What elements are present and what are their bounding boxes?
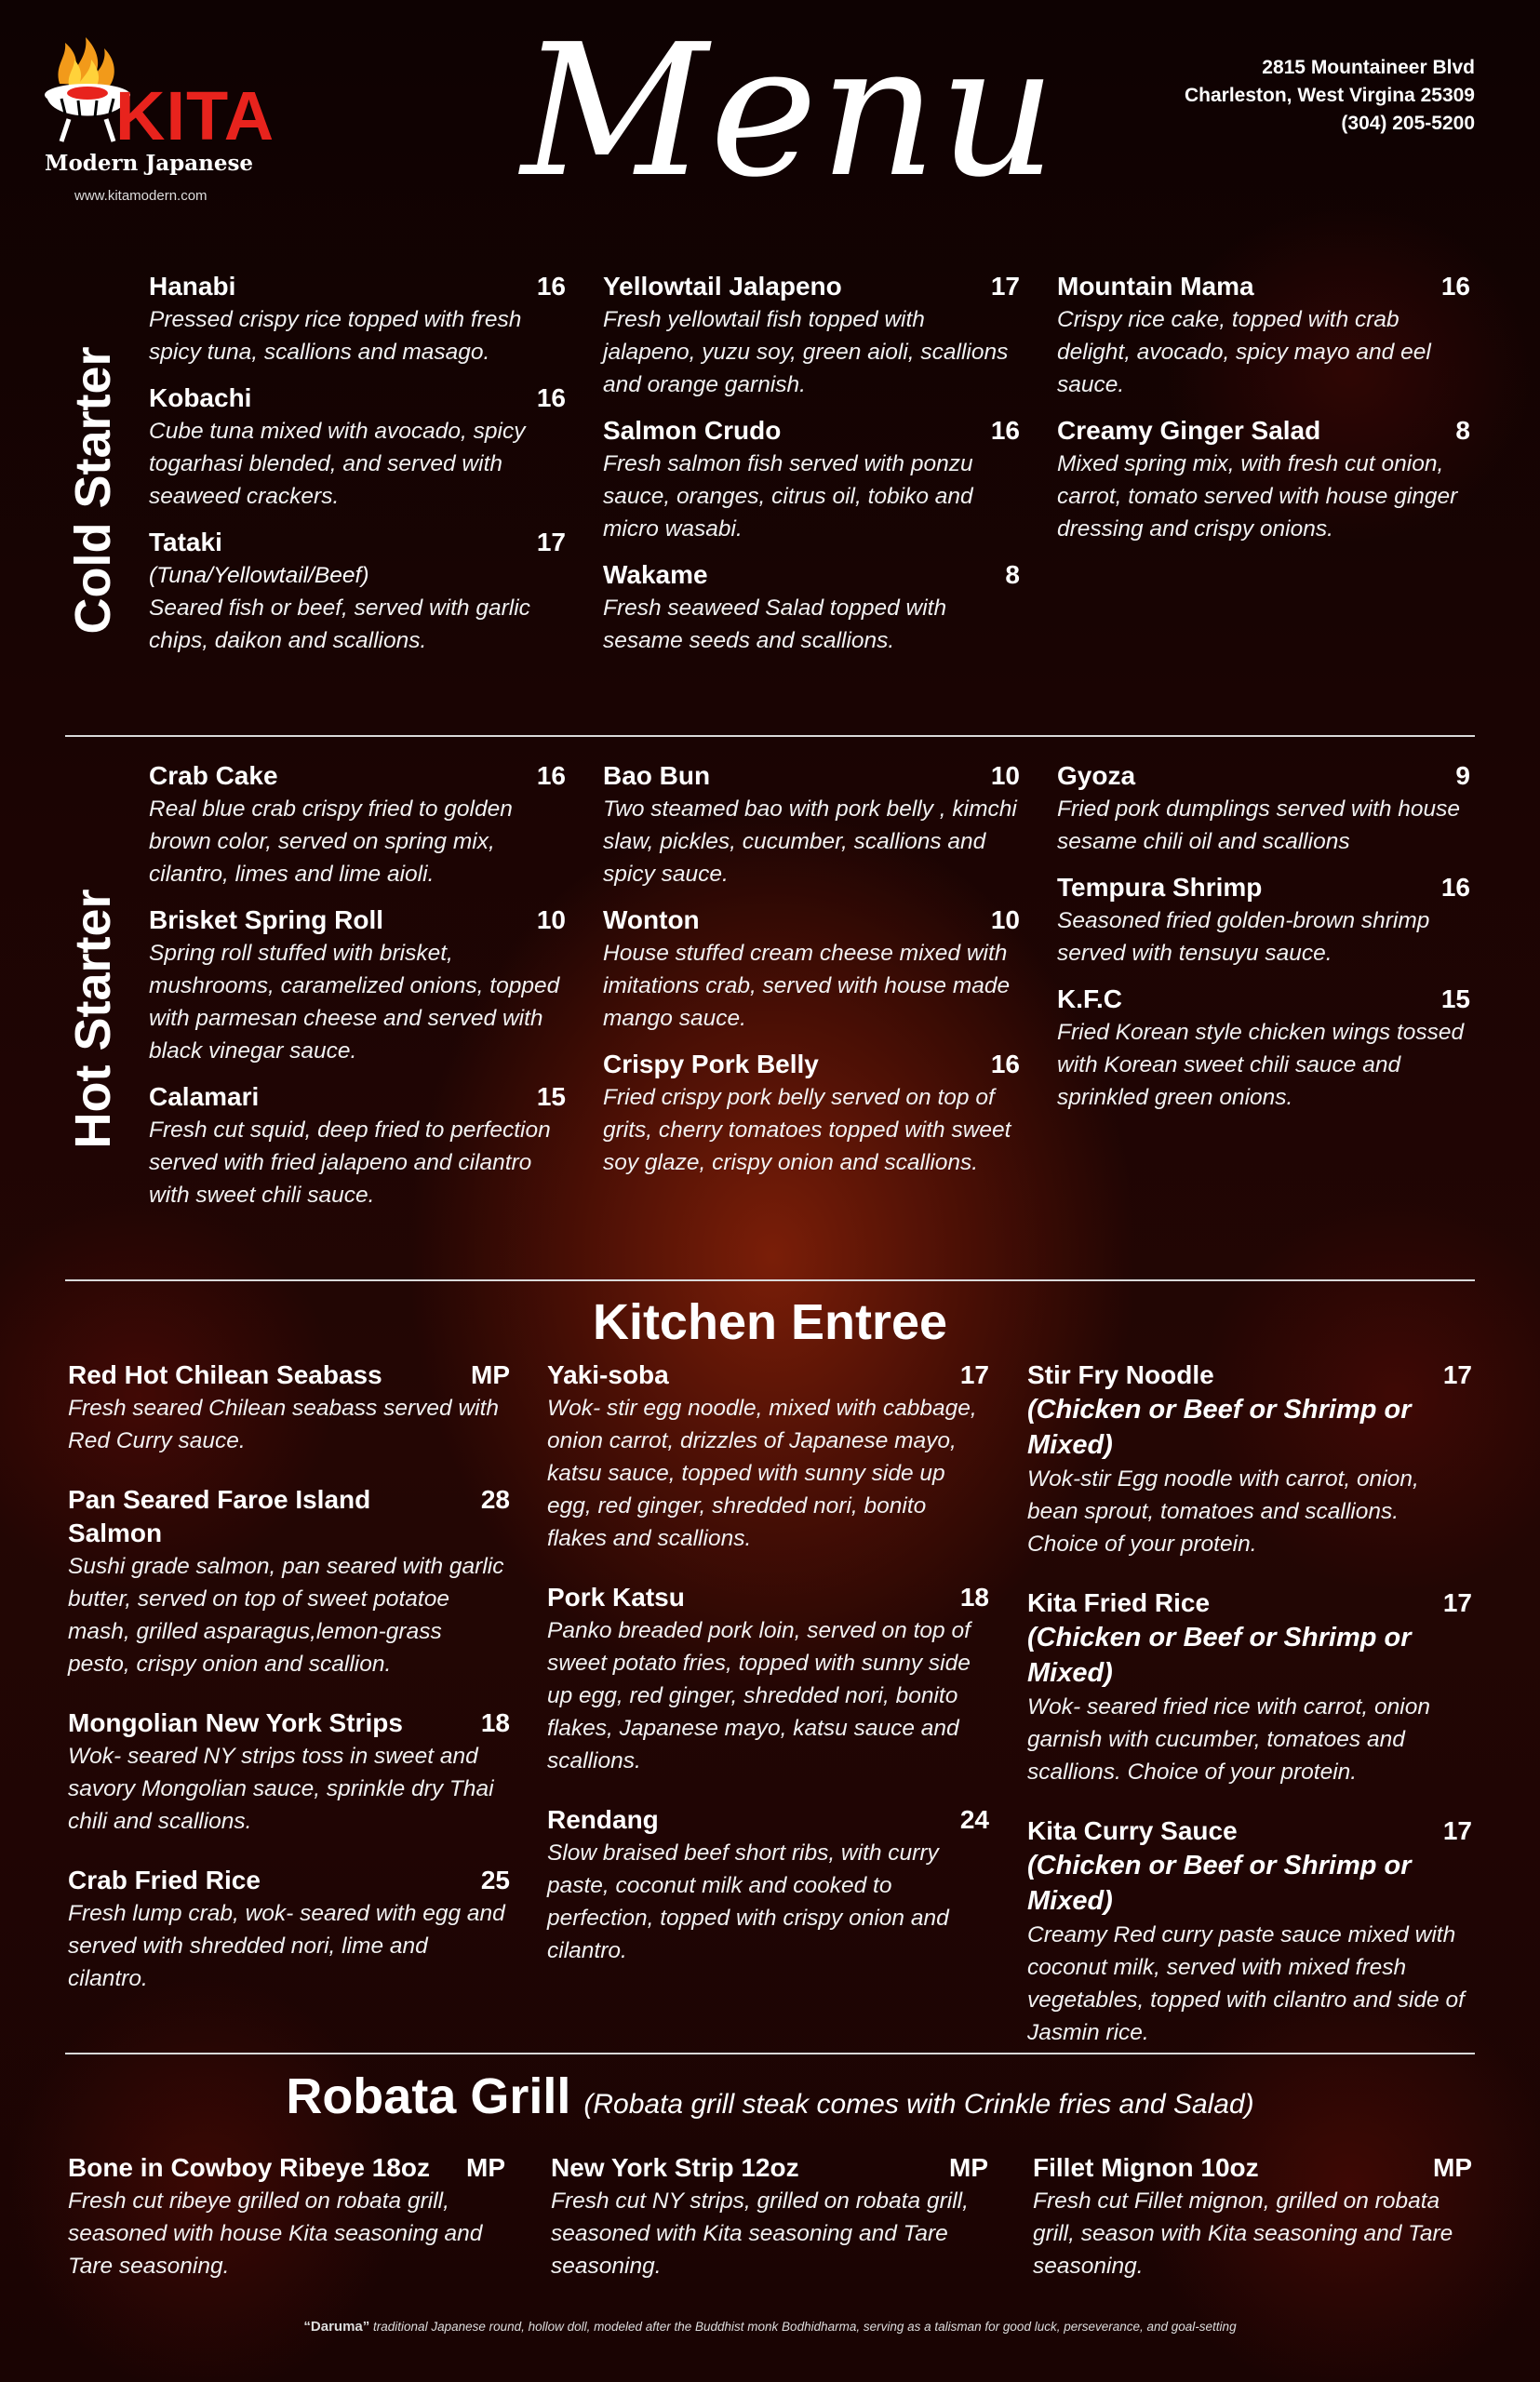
menu-item-name: Crab Fried Rice <box>68 1866 261 1894</box>
menu-item-header <box>1027 1586 1472 1620</box>
menu-item-description: House stuffed cream cheese mixed with imitations crab, served with house made mango sauce. <box>603 941 1011 1031</box>
menu-item-name: Crispy Pork Belly <box>603 1050 819 1078</box>
menu-item-price: 10 <box>990 905 1020 934</box>
menu-item-description: Crispy rice cake, topped with crab delight, avocado, spicy mayo and eel sauce. <box>1057 307 1431 397</box>
menu-item <box>68 1358 510 1457</box>
menu-item <box>68 1483 510 1680</box>
menu-item <box>547 1358 989 1555</box>
menu-item-description: Seasoned fried golden-brown shrimp served with tensuyu sauce. <box>1057 908 1430 966</box>
menu-item-price: 18 <box>480 1708 510 1737</box>
section-label-cold-starter: Cold Starter <box>65 346 121 635</box>
menu-item-description: Real blue crab crispy fried to golden brown color, served on spring mix, cilantro, limes and lime aioli. <box>149 796 513 887</box>
menu-item-description: Seared fish or beef, served with garlic chips, daikon and scallions. <box>149 596 530 653</box>
menu-item-price: 17 <box>990 272 1020 301</box>
robata-column-2 <box>551 2151 988 2282</box>
menu-item-price: MP <box>1433 2153 1472 2182</box>
footnote-term: “Daruma” <box>303 2319 370 2335</box>
menu-item <box>149 1080 566 1211</box>
menu-item-name: Crab Cake <box>149 761 278 790</box>
menu-item-price: 28 <box>480 1485 510 1514</box>
menu-item-name: Wakame <box>603 560 708 589</box>
menu-item-header <box>149 526 566 559</box>
section-label-hot-starter: Hot Starter <box>65 889 121 1149</box>
menu-item <box>68 1864 510 1995</box>
menu-item-description: Mixed spring mix, with fresh cut onion, carrot, tomato served with house ginger dressing and crispy onions. <box>1057 451 1458 542</box>
menu-item-name: Brisket Spring Roll <box>149 905 384 934</box>
menu-item <box>149 526 566 657</box>
menu-item <box>603 558 1020 657</box>
kitchen-entree-column-1 <box>68 1358 510 1995</box>
menu-item <box>149 903 566 1067</box>
brand-tagline: Modern Japanese <box>45 151 254 176</box>
menu-item-header <box>1027 1358 1472 1392</box>
menu-item-name: Fillet Mignon 10oz <box>1033 2153 1259 2182</box>
menu-item-price: MP <box>471 1360 510 1389</box>
menu-item-description: Fried pork dumplings served with house sesame chili oil and scallions <box>1057 796 1461 854</box>
menu-item-price: 9 <box>1455 761 1470 790</box>
menu-item-header <box>68 1483 510 1550</box>
menu-item-description: Fresh yellowtail fish topped with jalapeno, yuzu soy, green aioli, scallions and orange garnish. <box>603 307 1009 397</box>
menu-item-header <box>603 759 1020 793</box>
menu-item-description: Fresh seared Chilean seabass served with Red Curry sauce. <box>68 1396 500 1453</box>
brand-website[interactable]: www.kitamodern.com <box>74 188 208 204</box>
menu-item-description: Fresh seaweed Salad topped with sesame seeds and scallions. <box>603 596 947 653</box>
menu-item <box>1057 871 1470 970</box>
menu-item <box>1027 1358 1472 1560</box>
address-city: Charleston, West Virgina 25309 <box>1184 85 1475 106</box>
menu-item-price: 10 <box>990 761 1020 790</box>
menu-item-price: 15 <box>1440 984 1470 1013</box>
menu-item-description: Slow braised beef short ribs, with curry paste, coconut milk and cooked to perfection, topped with crispy onion and cilantro. <box>547 1840 949 1963</box>
menu-item-description: Fried Korean style chicken wings tossed with Korean sweet chili sauce and sprinkled green onions. <box>1057 1020 1465 1110</box>
menu-item-header <box>68 2151 505 2185</box>
menu-item-name: Mountain Mama <box>1057 272 1254 301</box>
brand-logo <box>41 37 274 214</box>
menu-item-description: Wok- seared NY strips toss in sweet and savory Mongolian sauce, sprinkle dry Thai chili and scallions. <box>68 1744 494 1834</box>
section-divider <box>65 2053 1475 2054</box>
menu-item-header <box>547 1581 989 1614</box>
menu-item <box>149 381 566 513</box>
menu-item-price: 8 <box>1455 416 1470 445</box>
menu-item-header <box>1057 759 1470 793</box>
kitchen-entree-column-3 <box>1027 1358 1472 2049</box>
menu-item-name: Gyoza <box>1057 761 1136 790</box>
menu-item-name: Stir Fry Noodle <box>1027 1360 1214 1389</box>
brand-name: KITA <box>115 77 275 154</box>
menu-item-name: Bone in Cowboy Ribeye 18oz <box>68 2153 430 2182</box>
menu-item-price: 17 <box>1442 1588 1472 1617</box>
menu-item-option: (Chicken or Beef or Shrimp or Mixed) <box>1027 1851 1412 1916</box>
menu-item-name: Red Hot Chilean Seabass <box>68 1360 382 1389</box>
menu-item-description: Fresh cut NY strips, grilled on robata grill, seasoned with Kita seasoning and Tare seasoning. <box>551 2188 969 2279</box>
footnote <box>0 2319 1540 2335</box>
menu-item-name: Rendang <box>547 1805 659 1834</box>
menu-item-price: 10 <box>536 905 566 934</box>
menu-item-header <box>149 270 566 303</box>
menu-item-description: Wok- seared fried rice with carrot, onion garnish with cucumber, tomatoes and scallions. Choice of your protein. <box>1027 1694 1430 1785</box>
menu-item-price: 25 <box>480 1866 510 1894</box>
menu-item-name: Mongolian New York Strips <box>68 1708 403 1737</box>
menu-item-name: Salmon Crudo <box>603 416 782 445</box>
menu-item-description: Fresh cut squid, deep fried to perfection served with fried jalapeno and cilantro with sweet chili sauce. <box>149 1117 551 1208</box>
menu-item <box>1057 270 1470 401</box>
menu-item-name: Yellowtail Jalapeno <box>603 272 842 301</box>
page-title: Menu <box>521 6 1059 218</box>
menu-item <box>1057 983 1470 1114</box>
menu-item-name: Hanabi <box>149 272 236 301</box>
menu-item-description: Fresh cut ribeye grilled on robata grill, seasoned with house Kita seasoning and Tare seasoning. <box>68 2188 483 2279</box>
menu-item-name: Calamari <box>149 1082 260 1111</box>
menu-item-name: Pan Seared Faroe Island Salmon <box>68 1485 371 1547</box>
hot-starter-column-1 <box>149 759 566 1211</box>
menu-item <box>547 1581 989 1777</box>
menu-item-price: 17 <box>1442 1360 1472 1389</box>
menu-item-price: 16 <box>536 383 566 412</box>
menu-item <box>68 1706 510 1838</box>
menu-item <box>603 1048 1020 1179</box>
menu-item-header <box>149 381 566 415</box>
menu-item-header <box>603 903 1020 937</box>
menu-item-name: Tempura Shrimp <box>1057 873 1263 902</box>
menu-item-name: Kita Fried Rice <box>1027 1588 1211 1617</box>
menu-item-header <box>1033 2151 1472 2185</box>
menu-item-description: Fresh cut Fillet mignon, grilled on robata grill, season with Kita seasoning and Tare seasoning. <box>1033 2188 1453 2279</box>
menu-item-price: 16 <box>990 416 1020 445</box>
menu-item-price: 17 <box>959 1360 989 1389</box>
menu-item-header <box>68 1706 510 1740</box>
menu-item-price: 16 <box>1440 272 1470 301</box>
menu-item-price: 8 <box>1005 560 1020 589</box>
address-street: 2815 Mountaineer Blvd <box>1262 57 1475 78</box>
menu-item-description: Spring roll stuffed with brisket, mushrooms, caramelized onions, topped with parmesan cheese and served with black vinegar sauce. <box>149 941 560 1064</box>
menu-item-option: (Chicken or Beef or Shrimp or Mixed) <box>1027 1623 1412 1688</box>
section-divider <box>65 1279 1475 1281</box>
menu-item-price: 17 <box>536 528 566 556</box>
menu-item <box>1033 2151 1472 2282</box>
menu-item-name: Pork Katsu <box>547 1583 685 1612</box>
menu-item-price: MP <box>466 2153 505 2182</box>
section-divider <box>65 735 1475 737</box>
menu-item-name: K.F.C <box>1057 984 1122 1013</box>
menu-item-price: 16 <box>536 272 566 301</box>
menu-item-header <box>547 1358 989 1392</box>
menu-item <box>1057 414 1470 545</box>
menu-item-description: Pressed crispy rice topped with fresh spicy tuna, scallions and masago. <box>149 307 522 365</box>
menu-item <box>603 414 1020 545</box>
menu-item-header <box>1057 414 1470 448</box>
menu-item-name: Yaki-soba <box>547 1360 669 1389</box>
menu-item-description: Fresh lump crab, wok- seared with egg and served with shredded nori, lime and cilantro. <box>68 1901 505 1991</box>
menu-item-description: Creamy Red curry paste sauce mixed with coconut milk, served with mixed fresh vegetables, topped with cilantro and side of Jasmin rice. <box>1027 1922 1465 2045</box>
menu-item-header <box>1057 270 1470 303</box>
menu-item-price: 17 <box>1442 1816 1472 1845</box>
address-block <box>1185 54 1475 138</box>
menu-item-header <box>68 1358 510 1392</box>
footnote-text: traditional Japanese round, hollow doll, modeled after the Buddhist monk Bodhidharma, serving as a talisman for good luck, perseverance, and goal-setting <box>373 2320 1237 2334</box>
section-title-kitchen-entree: Kitchen Entree <box>592 1294 948 1350</box>
menu-item <box>603 759 1020 890</box>
menu-item-name: Creamy Ginger Salad <box>1057 416 1321 445</box>
menu-item-header <box>603 1048 1020 1081</box>
menu-item <box>149 270 566 368</box>
section-header-robata-grill <box>0 2068 1540 2125</box>
menu-item-header <box>1027 1814 1472 1848</box>
menu-item-price: 24 <box>959 1805 989 1834</box>
menu-item <box>551 2151 988 2282</box>
menu-item <box>603 270 1020 401</box>
menu-item-header <box>547 1803 989 1837</box>
kitchen-entree-column-2 <box>547 1358 989 1967</box>
cold-starter-column-1 <box>149 270 566 657</box>
menu-item-option: (Chicken or Beef or Shrimp or Mixed) <box>1027 1395 1412 1460</box>
menu-item-description: Fried crispy pork belly served on top of grits, cherry tomatoes topped with sweet soy glaze, crispy onion and scallions. <box>603 1085 1011 1175</box>
menu-item-description: Fresh salmon fish served with ponzu sauce, oranges, citrus oil, tobiko and micro wasabi. <box>603 451 973 542</box>
menu-item-header <box>1057 871 1470 904</box>
menu-item-name: Tataki <box>149 528 222 556</box>
menu-item <box>68 2151 505 2282</box>
menu-item-name: Kita Curry Sauce <box>1027 1816 1238 1845</box>
menu-item-header <box>149 903 566 937</box>
menu-item-header <box>603 414 1020 448</box>
menu-item-price: MP <box>949 2153 988 2182</box>
address-phone[interactable]: (304) 205-5200 <box>1341 113 1475 134</box>
menu-item-price: 16 <box>1440 873 1470 902</box>
menu-item-name: New York Strip 12oz <box>551 2153 799 2182</box>
menu-item-header <box>149 1080 566 1114</box>
menu-item-description: Wok-stir Egg noodle with carrot, onion, bean sprout, tomatoes and scallions. Choice of your protein. <box>1027 1466 1419 1557</box>
menu-item <box>149 759 566 890</box>
menu-item <box>547 1803 989 1967</box>
menu-item-price: 15 <box>536 1082 566 1111</box>
menu-item-name: Wonton <box>603 905 700 934</box>
robata-column-1 <box>68 2151 505 2282</box>
menu-item-description: Cube tuna mixed with avocado, spicy togarhasi blended, and served with seaweed crackers. <box>149 419 526 509</box>
cold-starter-column-3 <box>1057 270 1470 545</box>
menu-item <box>1057 759 1470 858</box>
menu-item-description: Panko breaded pork loin, served on top of sweet potato fries, topped with sunny side up egg, red ginger, shredded nori, bonito flakes, Japanese mayo, katsu sauce and scallions. <box>547 1618 971 1773</box>
menu-item <box>603 903 1020 1035</box>
menu-item-price: 18 <box>959 1583 989 1612</box>
section-title-robata-grill: Robata Grill <box>286 2068 571 2124</box>
menu-item-header <box>551 2151 988 2185</box>
menu-item <box>1027 1814 1472 2049</box>
robata-column-3 <box>1033 2151 1472 2282</box>
menu-item-description: Sushi grade salmon, pan seared with garlic butter, served on top of sweet potatoe mash, grilled asparagus,lemon-grass pesto, crispy onion and scallion. <box>68 1554 504 1677</box>
hot-starter-column-3 <box>1057 759 1470 1114</box>
hot-starter-column-2 <box>603 759 1020 1179</box>
robata-note: (Robata grill steak comes with Crinkle fries and Salad) <box>583 2089 1254 2120</box>
menu-item-header <box>603 558 1020 592</box>
menu-item-description: Two steamed bao with pork belly , kimchi slaw, pickles, cucumber, scallions and spicy sauce. <box>603 796 1017 887</box>
menu-item-header <box>1057 983 1470 1016</box>
menu-item-header <box>149 759 566 793</box>
menu-item-header <box>68 1864 510 1897</box>
menu-item-name: Kobachi <box>149 383 252 412</box>
menu-item-description: Wok- stir egg noodle, mixed with cabbage, onion carrot, drizzles of Japanese mayo, katsu sauce, topped with sunny side up egg, red ginger, shredded nori, bonito flakes and scallions. <box>547 1396 977 1551</box>
menu-item-header <box>603 270 1020 303</box>
menu-item-option: (Tuna/Yellowtail/Beef) <box>149 563 369 588</box>
menu-item-name: Bao Bun <box>603 761 711 790</box>
cold-starter-column-2 <box>603 270 1020 657</box>
menu-item <box>1027 1586 1472 1788</box>
menu-item-price: 16 <box>990 1050 1020 1078</box>
menu-item-price: 16 <box>536 761 566 790</box>
